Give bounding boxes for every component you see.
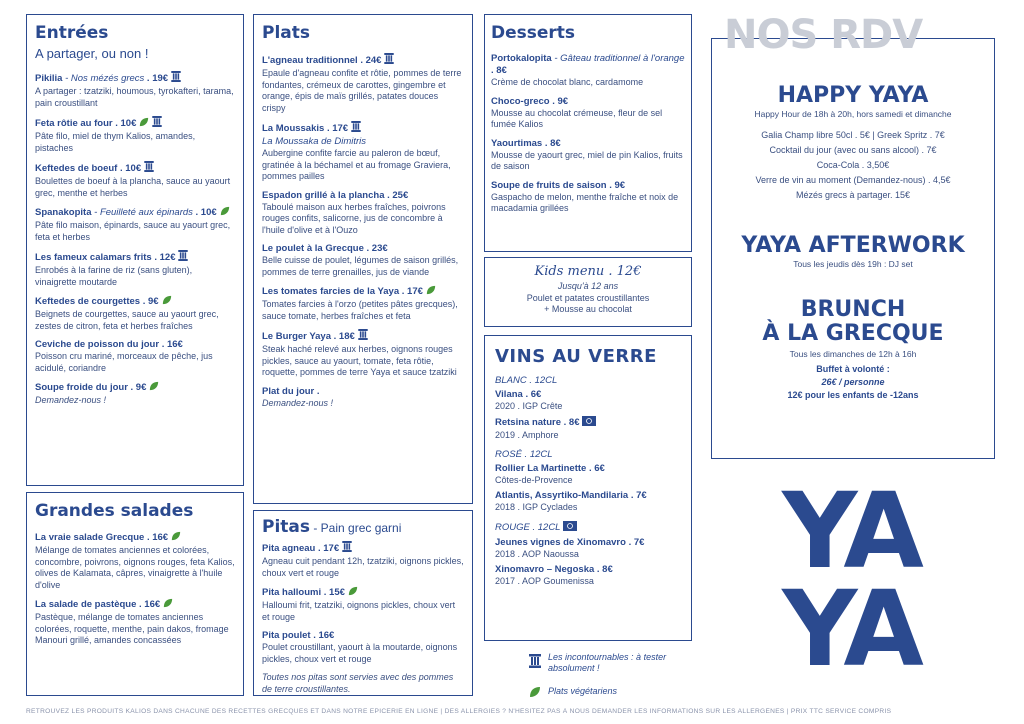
dish-name: Ceviche de poisson du jour: [35, 339, 160, 350]
menu-item: [262, 586, 464, 623]
flag-icon: [563, 521, 577, 534]
menu-item: [262, 243, 464, 278]
afterwork-sub: Tous les jeudis dès 19h : DJ set: [793, 259, 913, 269]
dish-price: . 15€: [321, 587, 345, 598]
dish-description: Pâte filo, miel de thym Kalios, amandes, pistaches: [35, 131, 196, 153]
dish-name: Pikilia: [35, 73, 63, 84]
dish-price: . 8€: [542, 137, 561, 149]
menu-item: [35, 295, 235, 332]
menu-item: [262, 541, 464, 579]
dish-price: . 9€: [549, 95, 569, 107]
dish-name: Keftedes de courgettes: [35, 296, 141, 307]
menu-item-name: [262, 329, 464, 344]
menu-item-name: [491, 138, 685, 150]
dish-price: . 25€: [384, 189, 409, 201]
brunch-sub: Tous les dimanches de 12h à 16h: [789, 349, 917, 359]
happy-sub: Happy Hour de 18h à 20h, hors samedi et dimanche: [754, 109, 952, 119]
dish-name: L'agneau traditionnel: [262, 55, 358, 66]
plats-title: Plats: [262, 23, 311, 43]
menu-item: [35, 250, 235, 288]
dish-price: . 16€: [159, 339, 183, 350]
logo-line-2: YA: [782, 568, 920, 690]
happy-title: HAPPY YAYA: [777, 83, 929, 108]
brunch-price-kids: 12€ pour les enfants de -12ans: [787, 390, 919, 400]
wine-section-label: [495, 375, 681, 386]
dish-name: La vraie salade Grecque: [35, 532, 145, 543]
yaya-logo: [766, 470, 936, 690]
pitas-list: [262, 541, 464, 665]
dish-description: Crème de chocolat blanc, cardamome: [491, 77, 644, 87]
kids-line-main: Poulet et patates croustillantes: [526, 292, 650, 303]
leaf-icon: [139, 117, 149, 131]
dish-price: . 17€: [324, 123, 349, 134]
menu-item-name: [35, 381, 235, 395]
menu-item-name: [491, 53, 685, 77]
dish-price: .: [314, 385, 320, 397]
dish-subtitle: La Moussaka de Dimitris: [262, 136, 367, 147]
pitas-note: Toutes nos pitas sont servies avec des pommes de terre croustillantes.: [262, 672, 454, 694]
dish-price: . 17€: [399, 286, 423, 297]
menu-item: [35, 206, 235, 243]
dish-price: . 9€: [606, 179, 626, 191]
menu-item: [262, 386, 464, 410]
dish-price: . 23€: [363, 243, 388, 254]
dish-price: . 10€: [117, 163, 142, 174]
entrees-subtitle: A partager, ou non !: [35, 46, 149, 61]
menu-item-name: [262, 243, 464, 255]
menu-item-name: [262, 121, 464, 136]
leaf-icon: [529, 686, 541, 700]
dish-name: La Moussakis: [262, 123, 325, 134]
dish-price: . 18€: [331, 331, 355, 342]
dish-price: . 8€: [491, 65, 507, 76]
entrees-title: Entrées: [35, 23, 109, 43]
column-icon: [529, 654, 541, 670]
dish-name: Espadon grillé à la plancha: [262, 189, 385, 201]
salades-title: Grandes salades: [35, 501, 194, 521]
wine-detail: 2020 . IGP Crête: [495, 401, 563, 411]
dish-description: A partager : tzatziki, houmous, tyrokafteri, tarama, pain croustillant: [35, 86, 234, 108]
column-icon: [178, 250, 188, 265]
leaf-icon: [149, 381, 159, 395]
menu-item: [35, 161, 235, 199]
wine-name: [495, 416, 681, 430]
dish-price: . 19€: [144, 73, 169, 84]
brunch-buffet: Buffet à volonté :: [816, 364, 890, 374]
wine-detail: 2018 . AOP Naoussa: [495, 549, 579, 559]
brunch-title-1: BRUNCH: [800, 297, 906, 322]
wine-name-text: Xinomavro – Negoska . 8€: [495, 564, 613, 575]
happy-line-5: Mézés grecs à partager. 15€: [795, 190, 911, 200]
menu-item-name: [491, 96, 685, 108]
flag-icon: [582, 416, 596, 430]
column-icon: [152, 116, 162, 131]
wine-detail: 2019 . Amphore: [495, 430, 559, 440]
vins-list: [495, 375, 681, 587]
legend-incontournables-text: Les incontournables : à tester absolument !: [548, 652, 667, 673]
menu-item: [491, 138, 685, 173]
wine-section-label: [495, 449, 681, 460]
wine-name: [495, 537, 681, 549]
dish-name: Keftedes de boeuf: [35, 163, 118, 174]
dish-price: . 16€: [144, 532, 169, 543]
menu-item-name: [262, 285, 464, 299]
plats-list: [262, 53, 464, 409]
dish-description: Agneau cuit pendant 12h, tzatziki, oignons pickles, choux vert et rouge: [262, 556, 464, 578]
dish-name: Spanakopita: [35, 207, 92, 218]
salades-list: [35, 531, 235, 647]
wine-name: [495, 463, 681, 475]
menu-item-name: [35, 531, 235, 545]
dish-name: Soupe de fruits de saison: [491, 179, 607, 191]
menu-item-name: [262, 630, 464, 642]
happy-line-4: Verre de vin au moment (Demandez-nous) . 4,5€: [755, 175, 951, 185]
dish-description: Mousse au chocolat crémeuse, fleur de sel fumée Kalios: [491, 107, 663, 129]
rdv-header: NOS RDV: [724, 12, 923, 58]
column-icon: [358, 329, 368, 344]
legend-vegetariens-text: Plats végétariens: [548, 686, 618, 696]
vins-title: VINS AU VERRE: [495, 346, 657, 367]
dish-price: . 17€: [315, 543, 340, 554]
dish-price: . 16€: [310, 630, 335, 641]
dish-name: Choco-greco: [491, 95, 550, 107]
footer-note: RETROUVEZ LES PRODUITS KALIOS DANS CHACUNE DES RECETTES GRECQUES ET DANS NOTRE EPICERIE EN LIGNE | DES ALLERGIES ? N'HÉSITEZ PAS À NOUS DEMANDER LES INFORMATIONS SUR LES ALLERGÈNES | PRIX TTC SERVICE COMPRIS: [26, 708, 892, 715]
menu-item: [35, 531, 235, 591]
column-icon: [171, 71, 181, 86]
dish-price: . 10€: [112, 118, 137, 129]
dish-subtitle: - Feuilleté aux épinards: [91, 207, 193, 218]
menu-item: [262, 121, 464, 183]
wine-name-text: Vilana . 6€: [495, 389, 542, 400]
menu-item-name: [262, 386, 464, 398]
dish-description: Tomates farcies à l'orzo (petites pâtes grecques), sauce tomate, herbes fraîches et feta: [262, 299, 458, 321]
pitas-section: [253, 510, 473, 696]
dish-description: Aubergine confite farcie au paleron de bœuf, gratinée à la béchamel et au fromage Graviera, pommes pailles: [262, 148, 451, 181]
dish-description: Demandez-nous !: [262, 397, 334, 408]
dish-name: Les fameux calamars frits: [35, 252, 152, 263]
plats-section: [253, 14, 473, 504]
menu-item: [491, 180, 685, 215]
menu-item-name: [35, 71, 235, 86]
wine-section-text: BLANC . 12CL: [495, 375, 558, 386]
dish-name: La salade de pastèque: [35, 599, 137, 610]
menu-item-name: [491, 180, 685, 192]
dish-description: Boulettes de boeuf à la plancha, sauce au yaourt grec, menthe et herbes: [35, 176, 231, 198]
rdv-section: [711, 38, 995, 459]
dish-description: Demandez-nous !: [35, 395, 107, 405]
menu-item: [491, 53, 685, 89]
wine-section-text: ROSÉ . 12CL: [495, 449, 553, 460]
wine-name-text: Atlantis, Assyrtiko-Mandilaria . 7€: [495, 490, 647, 501]
happy-line-2: Cocktail du jour (avec ou sans alcool) . 7€: [769, 145, 937, 155]
menu-item: [262, 190, 464, 237]
menu-item-name: [35, 116, 235, 131]
wine-detail: 2018 . IGP Cyclades: [495, 502, 578, 512]
menu-item: [262, 285, 464, 322]
menu-item: [262, 329, 464, 379]
dish-name: Pita agneau: [262, 543, 316, 554]
leaf-icon: [163, 598, 173, 612]
dish-price: . 24€: [357, 55, 382, 66]
column-icon: [144, 161, 154, 176]
column-icon: [342, 541, 352, 556]
dish-description: Mélange de tomates anciennes et colorées, concombre, poivrons, oignons rouges, feta Kalios, olives de Kalamata, câpres, vinaigrette à l'huile d'olive: [35, 545, 235, 590]
entrees-list: [35, 71, 235, 407]
leaf-icon: [426, 285, 436, 299]
column-icon: [351, 121, 361, 136]
kids-section: [484, 257, 692, 327]
legend-incontournables: [526, 652, 696, 674]
dish-description: Enrobés à la farine de riz (sans gluten), vinaigrette moutarde: [35, 265, 193, 287]
wine-name-text: Rollier La Martinette . 6€: [495, 463, 605, 474]
menu-item-name: [35, 339, 235, 351]
happy-line-3: Coca-Cola . 3,50€: [816, 160, 890, 170]
wine-detail: 2017 . AOP Goumenissa: [495, 576, 594, 586]
menu-item: [35, 116, 235, 154]
pitas-subtitle: - Pain grec garni: [310, 521, 402, 535]
wine-section-label: [495, 521, 681, 534]
dish-subtitle: - Gâteau traditionnel à l'orange: [551, 53, 685, 64]
dish-name: Pita poulet: [262, 630, 311, 641]
menu-item: [35, 381, 235, 407]
menu-item: [35, 598, 235, 647]
happy-line-1: Galia Champ libre 50cl . 5€ | Greek Spritz . 7€: [761, 130, 945, 140]
kids-age: Jusqu'à 12 ans: [557, 281, 619, 291]
kids-title: Kids menu . 12€: [534, 264, 642, 279]
menu-item-name: [35, 161, 235, 176]
dish-description: Halloumi frit, tzatziki, oignons pickles, choux vert et rouge: [262, 600, 456, 622]
dish-description: Gaspacho de melon, menthe fraîche et noix de macadamia grillées: [491, 191, 679, 213]
menu-item-name: [35, 598, 235, 612]
dish-name: Yaourtimas: [491, 137, 543, 149]
menu-item-name: [262, 53, 464, 68]
menu-item: [491, 96, 685, 131]
wine-name: [495, 490, 681, 502]
dish-description: Pastèque, mélange de tomates anciennes colorées, roquette, menthe, pain dakos, fromage Manouri grillé, amandes concassées: [35, 612, 229, 645]
logo-line-1: YA: [782, 470, 920, 592]
dish-name: Pita halloumi: [262, 587, 322, 598]
menu-item: [35, 339, 235, 374]
dish-description: Belle cuisse de poulet, légumes de saison grillés, pommes de terre grenailles, jus de viande: [262, 255, 459, 277]
dish-name: Le poulet à la Grecque: [262, 243, 364, 254]
leaf-icon: [162, 295, 172, 309]
dish-description: Taboulé maison aux herbes fraîches, poivrons rouges confits, salicorne, jus de concombre à l'huile d'olive et à l'Ouzo: [262, 201, 446, 235]
wine-name-text: Retsina nature . 8€: [495, 417, 580, 428]
menu-item-name: [35, 250, 235, 265]
desserts-title: Desserts: [491, 23, 576, 43]
kids-line-dessert: + Mousse au chocolat: [544, 304, 632, 314]
dish-description: Pâte filo maison, épinards, sauce au yaourt grec, feta et herbes: [35, 220, 231, 242]
menu-item: [262, 630, 464, 665]
leaf-icon: [220, 206, 230, 220]
desserts-list: [491, 53, 685, 215]
wine-name-text: Jeunes vignes de Xinomavro . 7€: [495, 537, 645, 548]
wine-name: [495, 564, 681, 576]
dish-price: . 12€: [151, 252, 176, 263]
dish-price: . 9€: [140, 296, 159, 307]
brunch-price-adult: 26€ / personne: [821, 377, 885, 387]
vins-section: [484, 335, 692, 641]
dish-name: Portokalopita: [491, 53, 552, 64]
dish-description: Beignets de courgettes, sauce au yaourt grec, zestes de citron, feta et herbes fraîches: [35, 309, 219, 331]
column-icon: [384, 53, 394, 68]
menu-item-name: [262, 541, 464, 556]
wine-name: [495, 389, 681, 401]
entrees-section: [26, 14, 244, 486]
dish-subtitle: - Nos mézés grecs: [62, 73, 145, 84]
dish-price: . 16€: [136, 599, 161, 610]
menu-item-name: [262, 586, 464, 600]
leaf-icon: [171, 531, 181, 545]
pitas-title: Pitas: [262, 517, 311, 537]
leaf-icon: [348, 586, 358, 600]
menu-item: [262, 53, 464, 114]
salades-section: [26, 492, 244, 696]
dish-description: Mousse de yaourt grec, miel de pin Kalios, fruits de saison: [491, 149, 683, 171]
dish-description: Epaule d'agneau confite et rôtie, pommes de terre fondantes, crémeux de carottes, gingembre et orange, épis de maïs grillés, patates douces crispy: [262, 68, 462, 113]
dish-price: . 9€: [127, 382, 147, 393]
menu-item-name: [35, 295, 235, 309]
dish-description: Poisson cru mariné, morceaux de pêche, jus acidulé, coriandre: [35, 351, 213, 373]
dish-price: . 10€: [192, 207, 217, 218]
dish-name: Le Burger Yaya: [262, 331, 332, 342]
brunch-title-2: À LA GRECQUE: [762, 321, 944, 346]
dish-name: Les tomates farcies de la Yaya: [262, 286, 400, 297]
dish-name: Soupe froide du jour: [35, 382, 128, 393]
dish-name: Plat du jour: [262, 385, 315, 397]
wine-detail: Côtes-de-Provence: [495, 475, 573, 485]
menu-item-name: [262, 190, 464, 202]
wine-section-text: ROUGE . 12CL: [495, 522, 561, 533]
desserts-section: [484, 14, 692, 252]
afterwork-title: YAYA AFTERWORK: [741, 233, 965, 258]
menu-item: [35, 71, 235, 109]
menu-item-name: [35, 206, 235, 220]
legend-vegetariens: [526, 686, 696, 696]
dish-description: Poulet croustillant, yaourt à la moutarde, oignons pickles, choux vert et rouge: [262, 642, 458, 664]
dish-name: Feta rôtie au four: [35, 118, 113, 129]
dish-description: Steak haché relevé aux herbes, oignons rouges pickles, sauce au yaourt, tomate, feta rôtie, roquette, pommes de terre Yaya et sauce tzatziki: [262, 344, 457, 377]
